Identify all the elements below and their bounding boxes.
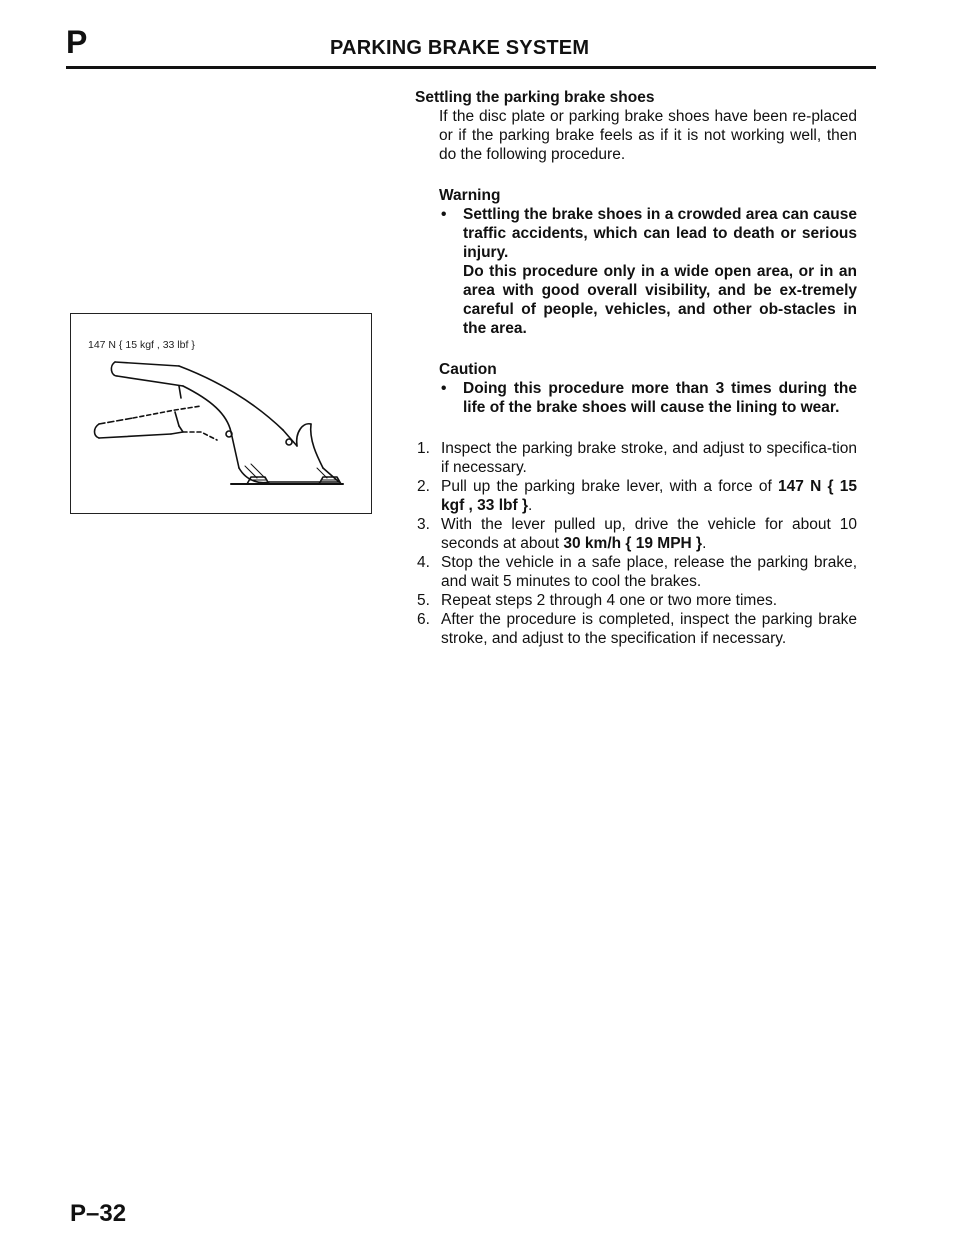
step-text: With the lever pulled up, drive the vehicle for about 10 seconds at about 30 km/h { 19 MPH }. xyxy=(441,516,857,552)
step-number: 4. xyxy=(417,554,430,571)
section-heading: Settling the parking brake shoes xyxy=(415,89,655,106)
step-number: 5. xyxy=(417,592,430,609)
step-text: Stop the vehicle in a safe place, release the parking brake, and wait 5 minutes to cool the brakes. xyxy=(441,554,857,590)
caution-text: Doing this procedure more than 3 times during the life of the brake shoes will cause the lining to wear. xyxy=(463,380,857,416)
step-text: Repeat steps 2 through 4 one or two more times. xyxy=(441,592,778,609)
section-letter: P xyxy=(66,24,88,60)
step-item xyxy=(415,610,857,648)
step-item xyxy=(415,439,857,477)
procedure-steps xyxy=(415,439,857,648)
warning-text-2: Do this procedure only in a wide open area, or in an area with good overall visibility, and be ex-tremely careful of people, vehicles, and other ob-stacles in the area. xyxy=(463,263,857,337)
step-number: 2. xyxy=(417,478,430,495)
header-rule xyxy=(66,66,876,69)
bullet-icon: • xyxy=(441,206,447,223)
bullet-icon: • xyxy=(441,380,447,397)
step-number: 3. xyxy=(417,516,430,533)
warning-bullet xyxy=(439,205,857,338)
step-text: Inspect the parking brake stroke, and adjust to specifica-tion if necessary. xyxy=(441,440,857,476)
caution-bullet xyxy=(439,379,857,417)
step-text: After the procedure is completed, inspect the parking brake stroke, and adjust to the specification if necessary. xyxy=(441,611,857,647)
figure-force-label: 147 N { 15 kgf , 33 lbf } xyxy=(88,339,195,351)
page-title: PARKING BRAKE SYSTEM xyxy=(330,37,590,59)
warning-block xyxy=(439,186,857,338)
step-text: Pull up the parking brake lever, with a force of 147 N { 15 kgf , 33 lbf }. xyxy=(441,478,857,514)
warning-text-1: Settling the brake shoes in a crowded area can cause traffic accidents, which can lead to death or serious injury. xyxy=(463,206,857,261)
parking-brake-lever-figure xyxy=(70,313,372,514)
caution-heading: Caution xyxy=(439,361,497,378)
step-item xyxy=(415,477,857,515)
intro-paragraph: If the disc plate or parking brake shoes have been re-placed or if the parking brake feels as if it is not working well, then do the following procedure. xyxy=(439,108,857,163)
force-spec: 147 N { 15 kgf , 33 lbf } xyxy=(441,478,857,514)
procedure-content xyxy=(415,88,857,648)
step-number: 6. xyxy=(417,611,430,628)
speed-spec: 30 km/h { 19 MPH } xyxy=(563,535,703,552)
warning-heading: Warning xyxy=(439,187,501,204)
caution-block xyxy=(439,360,857,417)
step-item xyxy=(415,591,857,610)
step-item xyxy=(415,553,857,591)
step-item xyxy=(415,515,857,553)
page-number: P–32 xyxy=(70,1200,127,1227)
step-number: 1. xyxy=(417,440,430,457)
